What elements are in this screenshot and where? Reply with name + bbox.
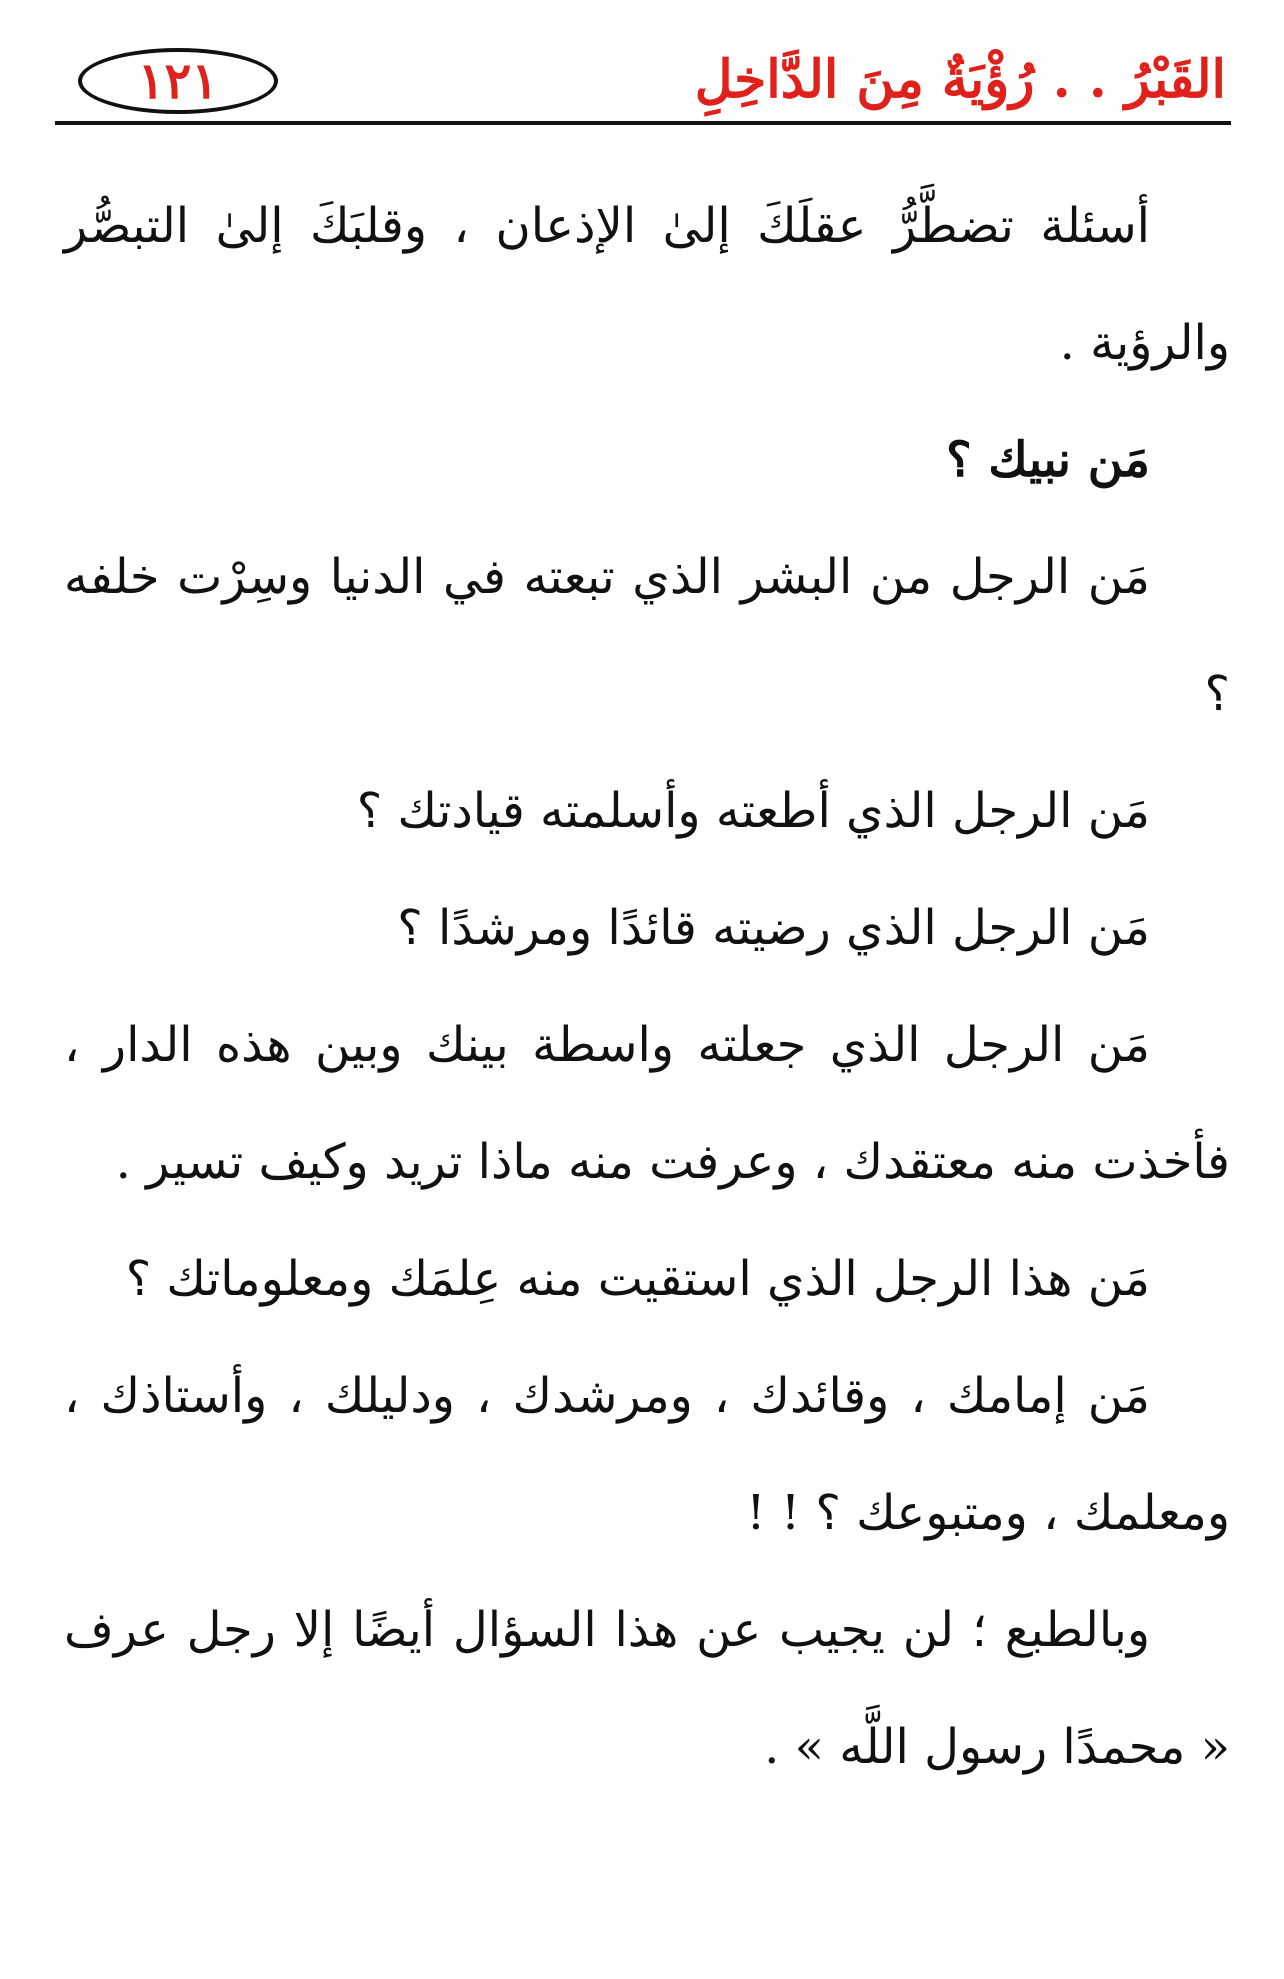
section-heading: مَن نبيك ؟: [946, 432, 1150, 488]
paragraph: وبالطبع ؛ لن يجيب عن هذا السؤال أيضًا إلا رجل عرف « محمدًا رسول اللَّه » .: [64, 1602, 1230, 1775]
running-title: القَبْرُ . . رُؤْيَةٌ مِنَ الدَّاخِلِ: [694, 49, 1226, 110]
page-number: ١٢١: [78, 48, 278, 114]
paragraph: مَن الرجل من البشر الذي تبعته في الدنيا وسِرْت خلفه ؟: [64, 549, 1230, 722]
paragraph: أسئلة تضطَّرُّ عقلَكَ إلىٰ الإذعان ، وقلبَكَ إلىٰ التبصُّر والرؤية .: [64, 198, 1230, 371]
paragraph: مَن إمامك ، وقائدك ، ومرشدك ، ودليلك ، وأستاذك ، ومعلمك ، ومتبوعك ؟ ! !: [64, 1368, 1230, 1541]
paragraph: مَن الرجل الذي جعلته واسطة بينك وبين هذه الدار ، فأخذت منه معتقدك ، وعرفت منه ماذا تريد وكيف تسير .: [64, 1017, 1230, 1190]
page-header: [60, 40, 1230, 128]
paragraph: مَن الرجل الذي أطعته وأسلمته قيادتك ؟: [356, 783, 1150, 839]
page-body: [64, 168, 1230, 1806]
paragraph: مَن الرجل الذي رضيته قائدًا ومرشدًا ؟: [397, 900, 1150, 956]
paragraph: مَن هذا الرجل الذي استقيت منه عِلمَك ومعلوماتك ؟: [125, 1251, 1150, 1307]
header-divider: [55, 121, 1231, 125]
